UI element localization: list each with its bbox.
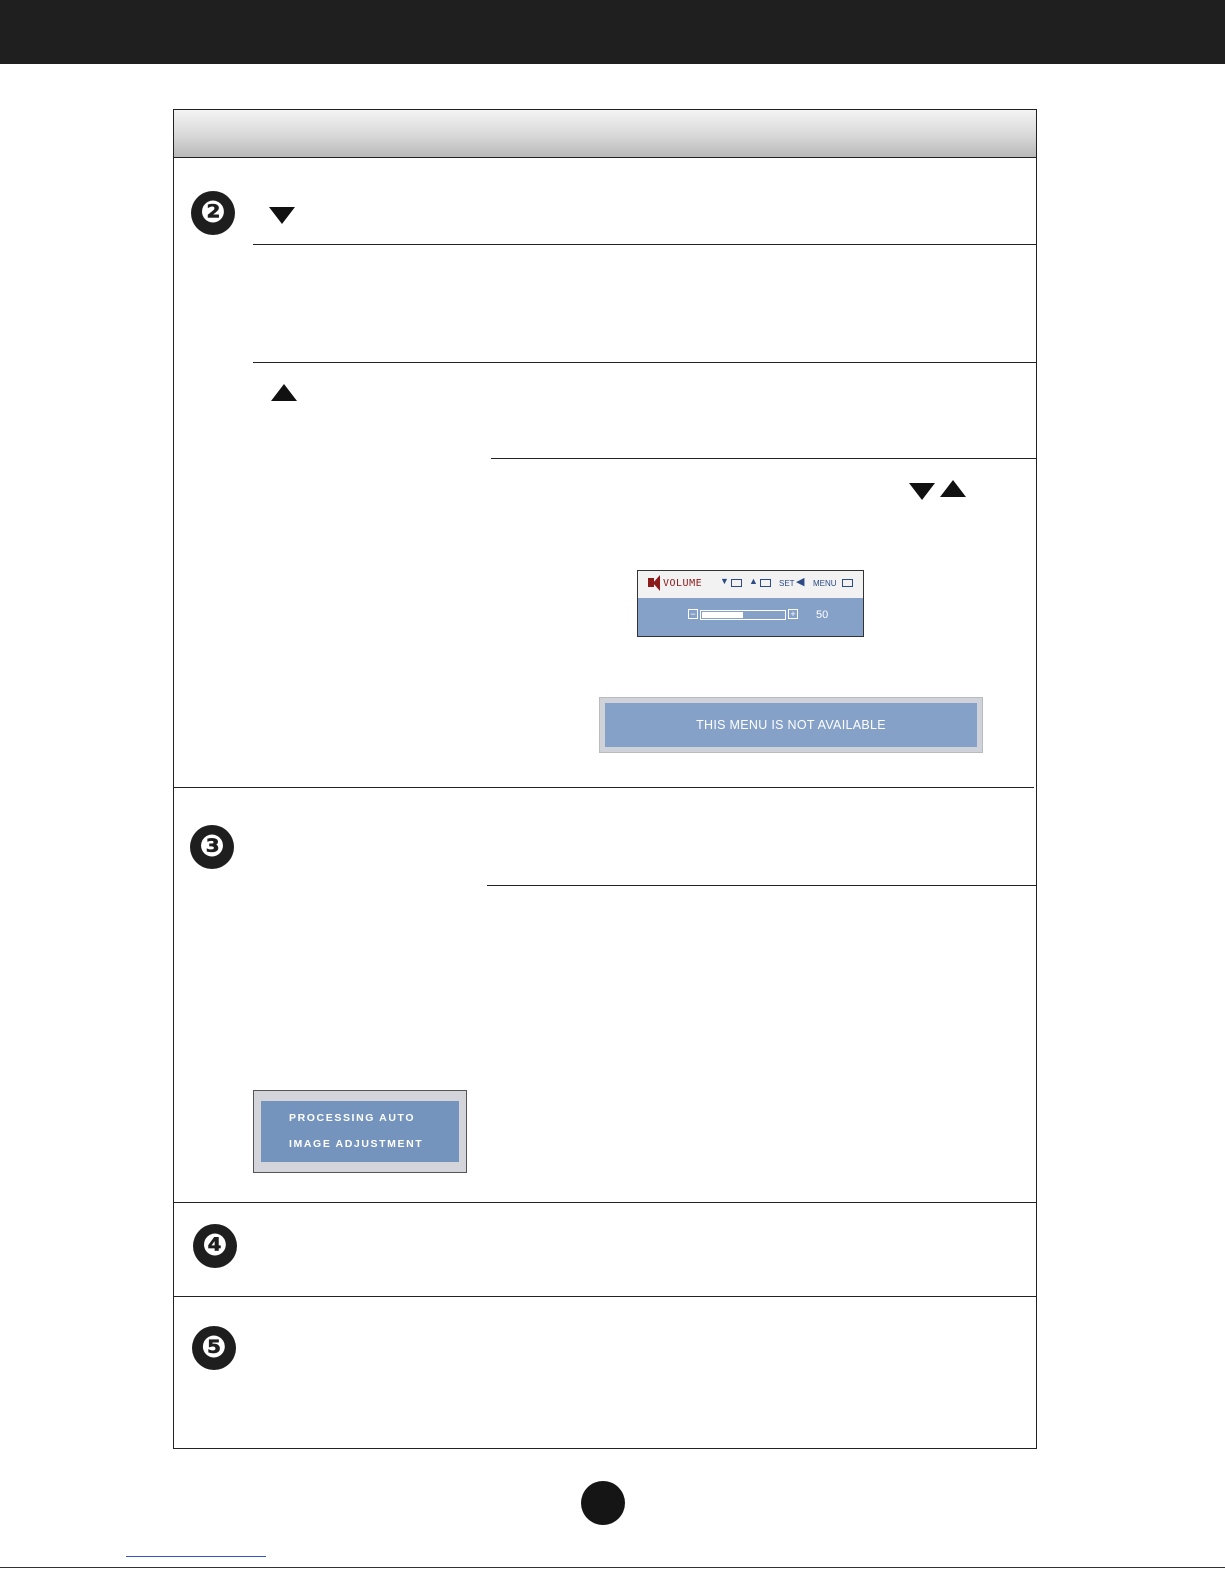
footer-link-underline[interactable]	[126, 1556, 266, 1557]
volume-title: VOLUME	[663, 578, 703, 589]
menu-label: MENU	[813, 579, 837, 588]
section-number-3: ❸	[190, 825, 234, 869]
section-divider	[173, 1296, 1037, 1297]
page-number-dot	[581, 1481, 625, 1525]
volume-slider-fill	[702, 612, 743, 618]
set-label: SET	[779, 579, 795, 588]
section-number-2: ❷	[191, 191, 235, 235]
up-triangle-icon: ▲	[749, 576, 758, 586]
not-available-text: THIS MENU IS NOT AVAILABLE	[605, 703, 977, 747]
exit-key-icon	[842, 579, 853, 587]
divider	[253, 362, 1037, 363]
processing-osd	[253, 1090, 467, 1173]
speaker-icon: ◀	[796, 576, 805, 588]
right-key-icon	[760, 579, 771, 587]
speaker-icon-cone	[653, 575, 660, 591]
volume-osd	[637, 570, 864, 637]
not-available-osd	[599, 697, 983, 753]
processing-line-1: PROCESSING AUTO	[289, 1112, 416, 1124]
volume-value: 50	[816, 609, 829, 621]
plus-icon: +	[788, 609, 798, 619]
divider	[253, 244, 1037, 245]
down-triangle-icon	[269, 207, 295, 224]
footer-rule	[0, 1567, 1225, 1568]
volume-osd-body	[638, 598, 863, 636]
volume-osd-header	[638, 571, 863, 599]
processing-line-2: IMAGE ADJUSTMENT	[289, 1138, 424, 1150]
table-header-band	[174, 110, 1036, 158]
section-divider	[173, 1202, 1037, 1203]
up-triangle-icon	[940, 480, 966, 497]
section-number-5: ❺	[192, 1326, 236, 1370]
volume-slider	[700, 610, 786, 620]
divider	[487, 885, 1037, 886]
up-triangle-icon	[271, 384, 297, 401]
content-frame	[173, 109, 1037, 1449]
top-bar	[0, 0, 1225, 64]
section-divider	[173, 787, 1034, 788]
down-triangle-icon: ▼	[720, 576, 729, 586]
divider	[491, 458, 1037, 459]
minus-icon: −	[688, 609, 698, 619]
section-number-4: ❹	[193, 1224, 237, 1268]
down-triangle-icon	[909, 483, 935, 500]
processing-osd-body	[261, 1101, 459, 1162]
left-key-icon	[731, 579, 742, 587]
